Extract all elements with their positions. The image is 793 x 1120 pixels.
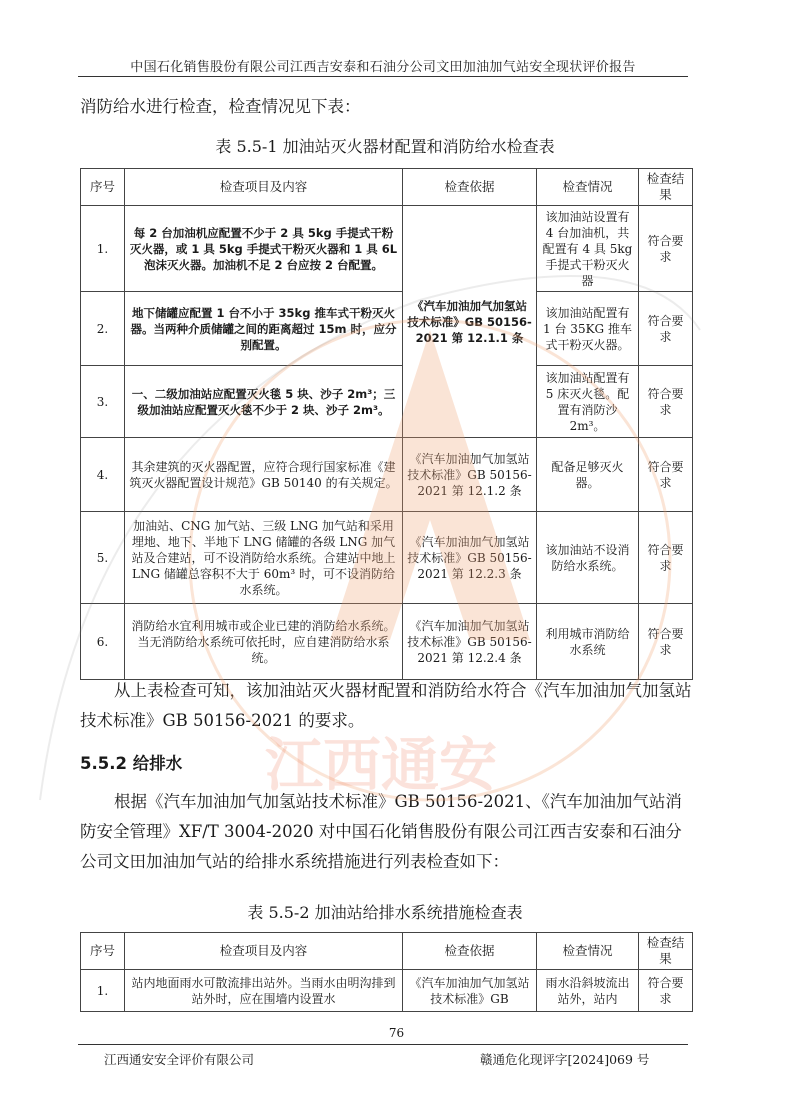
watermark-text: 江西通安 bbox=[265, 731, 498, 799]
col-header-basis: 检查依据 bbox=[403, 933, 537, 970]
row-no: 5. bbox=[81, 512, 125, 604]
table-row bbox=[81, 970, 693, 1012]
row-status: 该加油站配置有 1 台 35KG 推车式干粉灭火器。 bbox=[537, 292, 639, 366]
table-fire-equipment bbox=[80, 168, 693, 680]
col-header-no: 序号 bbox=[81, 933, 125, 970]
row-status: 雨水沿斜坡流出站外，站内 bbox=[537, 970, 639, 1012]
row-basis: 《汽车加油加气加氢站技术标准》GB 50156-2021 第 12.2.3 条 bbox=[403, 512, 537, 604]
table-row bbox=[81, 512, 693, 604]
section-heading bbox=[80, 750, 182, 774]
row-result: 符合要求 bbox=[639, 438, 693, 512]
col-header-item: 检查项目及内容 bbox=[125, 169, 403, 206]
col-header-no: 序号 bbox=[81, 169, 125, 206]
table-row bbox=[81, 292, 693, 366]
row-status: 该加油站设置有 4 台加油机，共配置有 4 具 5kg 手提式干粉灭火器 bbox=[537, 206, 639, 292]
row-item: 消防给水宜利用城市或企业已建的消防给水系统。当无消防给水系统可依托时，应自建消防给水系统。 bbox=[125, 604, 403, 680]
table-row bbox=[81, 438, 693, 512]
col-header-status: 检查情况 bbox=[537, 933, 639, 970]
table2-caption: 表 5.5-2 加油站给排水系统措施检查表 bbox=[247, 903, 523, 922]
row-item: 地下储罐应配置 1 台不小于 35kg 推车式干粉灭火器。当两种介质储罐之间的距离超过 15m 时，应分别配置。 bbox=[125, 292, 403, 366]
col-header-result: 检查结果 bbox=[639, 933, 693, 970]
row-item: 加油站、CNG 加气站、三级 LNG 加气站和采用埋地、地下、半地下 LNG 储罐的各级 LNG 加气站及合建站，可不设消防给水系统。合建站中地上 LNG 储罐总容积不大于 60m³ 时，可不设消防给水系统。 bbox=[125, 512, 403, 604]
row-result: 符合要求 bbox=[639, 366, 693, 438]
intro-paragraph: 消防给水进行检查，检查情况见下表： bbox=[80, 97, 361, 116]
footer-company: 江西通安安全评价有限公司 bbox=[104, 1052, 255, 1067]
table-header-row bbox=[81, 169, 693, 206]
section-body: 根据《汽车加油加气加氢站技术标准》GB 50156-2021、《汽车加油加气站消防安全管理》XF/T 3004-2020 对中国石化销售股份有限公司江西吉安泰和石油分公司文田加油加气站的给排水系统措施进行列表检查如下： bbox=[80, 792, 682, 871]
page-header: 中国石化销售股份有限公司江西吉安泰和石油分公司文田加油加气站安全现状评价报告 bbox=[130, 60, 636, 75]
col-header-basis: 检查依据 bbox=[403, 169, 537, 206]
table-row bbox=[81, 206, 693, 292]
row-result: 符合要求 bbox=[639, 292, 693, 366]
table-header-row bbox=[81, 933, 693, 970]
row-basis: 《汽车加油加气加氢站技术标准》GB 50156-2021 第 12.1.2 条 bbox=[403, 438, 537, 512]
row-status: 该加油站配置有 5 床灭火毯。配置有消防沙 2m³。 bbox=[537, 366, 639, 438]
row-basis: 《汽车加油加气加氢站技术标准》GB 50156-2021 第 12.2.4 条 bbox=[403, 604, 537, 680]
row-result: 符合要求 bbox=[639, 604, 693, 680]
row-no: 3. bbox=[81, 366, 125, 438]
row-item: 每 2 台加油机应配置不少于 2 具 5kg 手提式干粉灭火器，或 1 具 5kg 手提式干粉灭火器和 1 具 6L 泡沫灭火器。加油机不足 2 台应按 2 台配置。 bbox=[125, 206, 403, 292]
section-number: 5.5.2 bbox=[80, 754, 127, 773]
row-no: 1. bbox=[81, 970, 125, 1012]
section-title: 给排水 bbox=[132, 754, 183, 773]
row-result: 符合要求 bbox=[639, 512, 693, 604]
row-no: 2. bbox=[81, 292, 125, 366]
col-header-result: 检查结果 bbox=[639, 169, 693, 206]
row-status: 利用城市消防给水系统 bbox=[537, 604, 639, 680]
table-row bbox=[81, 366, 693, 438]
page-number: 76 bbox=[388, 1026, 405, 1040]
col-header-item: 检查项目及内容 bbox=[125, 933, 403, 970]
table-row bbox=[81, 604, 693, 680]
row-item: 站内地面雨水可散流排出站外。当雨水由明沟排到站外时，应在围墙内设置水 bbox=[125, 970, 403, 1012]
row-item: 一、二级加油站应配置灭火毯 5 块、沙子 2m³；三级加油站应配置灭火毯不少于 2 块、沙子 2m³。 bbox=[125, 366, 403, 438]
footer-divider bbox=[78, 1044, 688, 1045]
row-item: 其余建筑的灭火器配置，应符合现行国家标准《建筑灭火器配置设计规范》GB 50140 的有关规定。 bbox=[125, 438, 403, 512]
row-status: 该加油站不设消防给水系统。 bbox=[537, 512, 639, 604]
table-drainage bbox=[80, 932, 693, 1012]
table1-caption: 表 5.5-1 加油站灭火器材配置和消防给水检查表 bbox=[215, 137, 555, 156]
col-header-status: 检查情况 bbox=[537, 169, 639, 206]
row-no: 6. bbox=[81, 604, 125, 680]
footer-doc-number: 赣通危化现评字[2024]069 号 bbox=[480, 1052, 650, 1067]
row-status: 配备足够灭火器。 bbox=[537, 438, 639, 512]
row-no: 4. bbox=[81, 438, 125, 512]
row-result: 符合要求 bbox=[639, 206, 693, 292]
header-divider bbox=[78, 76, 688, 77]
row-basis: 《汽车加油加气加氢站技术标准》GB 50156-2021 第 12.1.1 条 bbox=[403, 206, 537, 438]
row-no: 1. bbox=[81, 206, 125, 292]
conclusion-paragraph: 从上表检查可知，该加油站灭火器材配置和消防给水符合《汽车加油加气加氢站技术标准》GB 50156-2021 的要求。 bbox=[80, 681, 692, 730]
row-result: 符合要求 bbox=[639, 970, 693, 1012]
row-basis: 《汽车加油加气加氢站技术标准》GB bbox=[403, 970, 537, 1012]
